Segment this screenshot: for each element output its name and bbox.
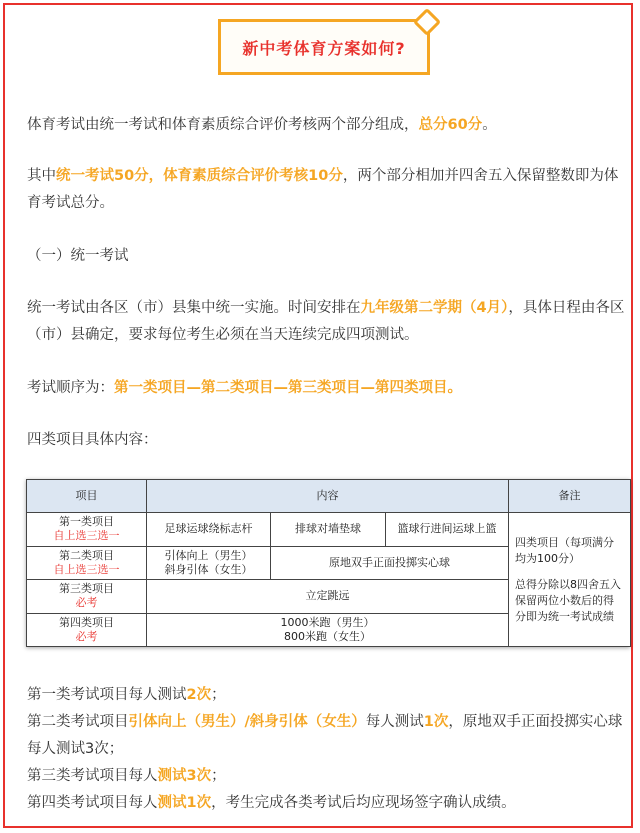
item-tag: 自上选三选一	[53, 529, 120, 543]
text: 四类项目具体内容：	[27, 432, 158, 448]
paragraph-exam-schedule	[27, 295, 627, 349]
title-banner	[218, 19, 430, 75]
item-cell	[27, 513, 147, 547]
item-tag: 必考	[75, 596, 98, 610]
content-line: 引体向上（男生）	[164, 548, 253, 562]
text: ；	[211, 768, 226, 784]
content-cell: 原地双手正面投掷实心球	[271, 546, 509, 580]
highlight-text: 测试1次	[157, 795, 212, 811]
item-cell	[27, 580, 147, 614]
paragraph-exam-order	[27, 375, 627, 402]
text: 其中	[27, 168, 56, 184]
item-tag: 必考	[75, 629, 98, 643]
highlight-text: 测试3次	[157, 768, 212, 784]
highlight-text: 九年级第二学期（4月）	[360, 300, 509, 316]
content-line: 斜身引体（女生）	[164, 562, 253, 576]
paragraph-item2-tests	[27, 709, 627, 763]
content-cell: 排球对墙垫球	[271, 513, 386, 547]
text: 。	[482, 117, 497, 133]
text: ，原地双手正面投掷实心球每人测试3次；	[27, 714, 623, 757]
header-note: 备注	[509, 480, 631, 513]
text: 统一考试由各区（市）县集中统一实施。时间安排在	[27, 300, 361, 316]
item-tag: 自上选三选一	[53, 562, 120, 576]
text: 第二类考试项目	[27, 714, 129, 730]
highlight-text: 2次	[186, 687, 212, 703]
text: 第一类考试项目每人测试	[27, 687, 187, 703]
highlight-text: 1次	[423, 714, 449, 730]
text: （一）统一考试	[27, 248, 129, 264]
content-line: 1000米跑（男生）	[280, 615, 375, 629]
text: 第三类考试项目每人	[27, 768, 158, 784]
content-cell: 篮球行进间运球上篮	[386, 513, 509, 547]
content-cell	[147, 613, 509, 647]
content-line: 800米跑（女生）	[284, 629, 372, 643]
page-title: 新中考体育方案如何?	[242, 38, 406, 58]
paragraph-total-score	[27, 112, 627, 139]
text: 第四类考试项目每人	[27, 795, 158, 811]
item-name: 第四类项目	[59, 615, 114, 629]
content-cell: 立定跳远	[147, 580, 509, 614]
text: ，考生完成各类考试后均应现场签字确认成绩。	[211, 795, 516, 811]
paragraph-item4-tests	[27, 790, 627, 817]
paragraph-item1-tests	[27, 682, 627, 709]
item-cell	[27, 546, 147, 580]
header-content: 内容	[147, 480, 509, 513]
text: ，两个部分相加并四舍五入保留整数即为体育考试总分。	[27, 168, 619, 211]
paragraph-table-intro	[27, 427, 627, 454]
content-cell: 足球运球绕标志杆	[147, 513, 271, 547]
note-text: 四类项目（每项满分均为100分）	[515, 535, 615, 565]
header-item: 项目	[27, 480, 147, 513]
highlight-text: 第一类项目—第二类项目—第三类项目—第四类项目。	[114, 380, 462, 396]
text: ，具体日程由各区（市）县确定，要求每位考生必须在当天连续完成四项测试。	[27, 300, 625, 343]
highlight-text: 总分60分	[418, 117, 483, 133]
exam-items-table	[26, 479, 631, 647]
note-cell	[509, 513, 631, 647]
article-frame	[3, 3, 633, 828]
text: 每人测试	[365, 714, 424, 730]
exam-items-table-image	[26, 479, 630, 647]
highlight-text: 引体向上（男生）/斜身引体（女生）	[128, 714, 366, 730]
item-name: 第一类项目	[59, 515, 114, 529]
item-cell	[27, 613, 147, 647]
item-name: 第二类项目	[59, 548, 114, 562]
paragraph-item3-tests	[27, 763, 627, 790]
text: 考试顺序为：	[27, 380, 114, 396]
table-header-row	[27, 480, 631, 513]
section-heading-unified-exam	[27, 243, 627, 270]
paragraph-score-composition	[27, 163, 627, 217]
highlight-text: 统一考试50分，体育素质综合评价考核10分	[56, 168, 343, 184]
text: ；	[211, 687, 226, 703]
note-text: 总得分除以8四舍五入保留两位小数后的得分即为统一考试成绩	[515, 577, 622, 623]
table-row	[27, 513, 631, 547]
item-name: 第三类项目	[59, 582, 114, 596]
content-cell	[147, 546, 271, 580]
text: 体育考试由统一考试和体育素质综合评价考核两个部分组成，	[27, 117, 419, 133]
